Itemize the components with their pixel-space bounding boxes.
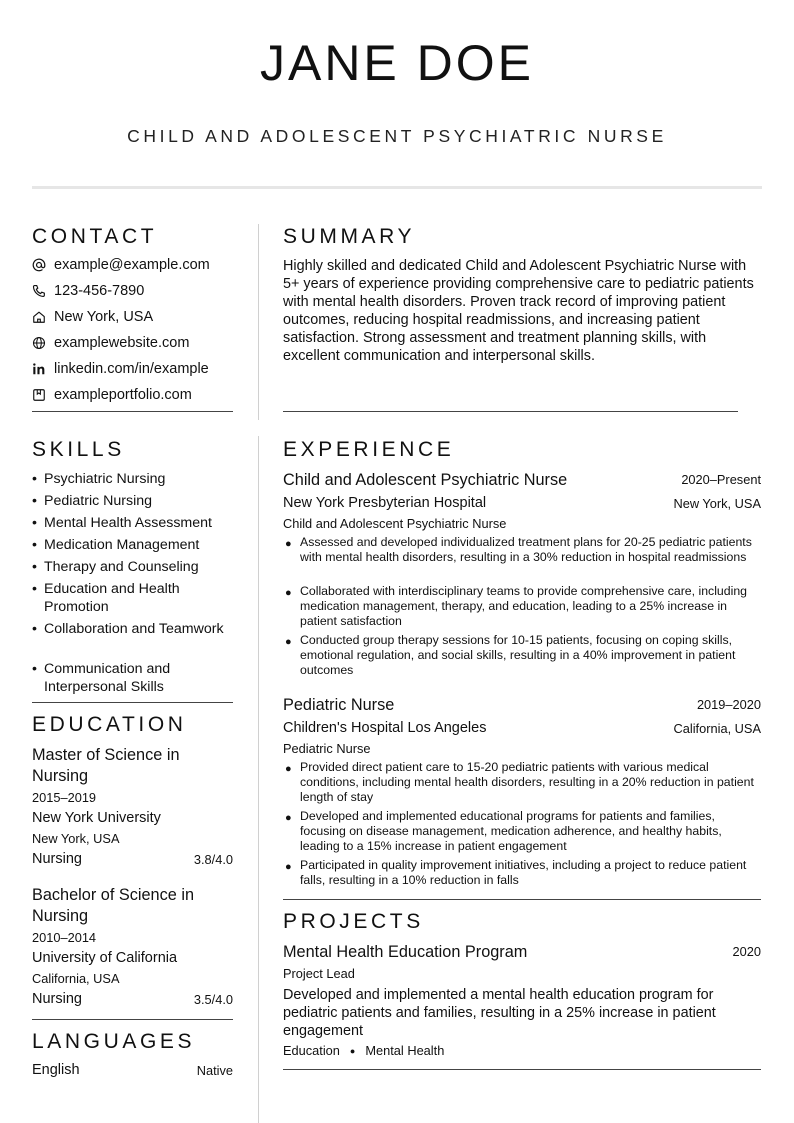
education-school: New York University [32,810,161,826]
skill-item: • Collaboration and Teamwork [32,621,224,637]
job-bullet-text: Conducted group therapy sessions for 10-15 patients, focusing on coping skills, emotional regulation, and social skills, resulting in a 40% improvement in patient outcomes [300,633,736,677]
skill-label: Pediatric Nursing [44,493,153,509]
education-gpa: 3.8/4.0 [193,852,233,867]
job-location: California, USA [673,721,761,736]
language-name: English [32,1062,80,1078]
education-school: University of California [32,950,178,966]
job-dates: 2019–2020 [696,697,761,712]
skills-divider [32,702,233,703]
contact-email-text: example@example.com [54,257,210,273]
education-field: Nursing [32,851,82,867]
skill-item: • Education and Health Promotion [32,580,232,616]
summary-divider [283,411,738,412]
contact-phone-text: 123-456-7890 [54,283,145,299]
contact-email[interactable] [32,257,210,273]
job-bullet-text: Assessed and developed individualized treatment plans for 20-25 pediatric patients with mental health disorders, resulting in a 30% reduction in hospital readmissions [300,535,752,564]
education-location: California, USA [32,971,120,986]
column-divider-top [258,224,259,420]
education-dates: 2010–2014 [32,930,97,945]
education-divider [32,1019,233,1020]
contact-portfolio-text: exampleportfolio.com [54,387,192,403]
contact-website-text: examplewebsite.com [54,335,190,351]
projects-heading: PROJECTS [283,910,424,933]
job-subtitle: Child and Adolescent Psychiatric Nurse [283,516,507,531]
projects-divider [283,1069,761,1070]
job-subtitle: Pediatric Nurse [283,741,371,756]
skill-item: • Mental Health Assessment [32,515,212,531]
contact-website[interactable] [32,335,189,351]
job-bullet: ● Collaborated with interdisciplinary teams to provide comprehensive care, including medication management, therapy, and education, leading to a 25% increase in patient satisfaction [285,584,761,629]
portfolio-icon [32,388,46,402]
skills-heading: SKILLS [32,438,125,461]
contact-linkedin[interactable] [32,361,209,377]
languages-heading: LANGUAGES [32,1030,196,1053]
project-tag: Education [283,1043,340,1058]
phone-icon [32,284,46,298]
contact-linkedin-text: linkedin.com/in/example [54,361,209,377]
contact-divider [32,411,233,412]
skill-label: Medication Management [44,537,200,553]
skill-label: Collaboration and Teamwork [44,621,224,637]
education-degree: Master of Science in Nursing [32,746,180,785]
contact-location [32,309,153,325]
project-tags [283,1043,444,1058]
job-bullet-text: Participated in quality improvement initiatives, including a project to reduce patient falls, resulting in a 10% reduction in falls [300,858,747,887]
resume-name: JANE DOE [259,35,535,91]
job-bullet: ● Participated in quality improvement initiatives, including a project to reduce patient falls, resulting in a 10% reduction in falls [285,858,761,888]
project-tag: Mental Health [365,1043,445,1058]
job-title: Pediatric Nurse [283,696,395,714]
job-bullet-text: Collaborated with interdisciplinary teams to provide comprehensive care, including medication management, therapy, and education, leading to a 25% increase in patient satisfaction [300,584,748,628]
summary-text: Highly skilled and dedicated Child and Adolescent Psychiatric Nurse with 5+ years of experience providing comprehensive care to pediatric patients with mental health disorders. Proven track record of improving patient outcomes, reducing hospital readmissions, and increasing patient satisfaction. Strong assessment and treatment planning skills, with excellent communication and interpersonal skills. [283,258,754,364]
linkedin-icon [32,362,46,376]
education-degree: Bachelor of Science in Nursing [32,886,195,925]
header-divider [32,186,762,189]
job-bullet: ● Provided direct patient care to 15-20 pediatric patients with various medical conditions, including mental health disorders, resulting in a 20% reduction in patient length of stay [285,760,761,805]
education-location: New York, USA [32,831,120,846]
skill-item: • Medication Management [32,537,200,553]
language-level: Native [196,1063,233,1078]
job-employer: New York Presbyterian Hospital [283,495,487,511]
project-year: 2020 [732,944,761,959]
experience-heading: EXPERIENCE [283,438,455,461]
experience-divider [283,899,761,900]
home-icon [32,310,46,324]
skill-label: Communication and Interpersonal Skills [44,661,171,695]
summary-heading: SUMMARY [283,225,416,248]
skill-item: • Psychiatric Nursing [32,471,166,487]
skill-label: Education and Health Promotion [44,581,180,615]
contact-portfolio[interactable] [32,387,192,403]
job-bullet-text: Developed and implemented educational programs for patients and families, focusing on disease management, medication adherence, and healthy habits, leading to a 15% increase in patient engagement [300,809,722,853]
job-dates: 2020–Present [681,472,761,487]
job-bullet-text: Provided direct patient care to 15-20 pediatric patients with various medical conditions, including mental health disorders, resulting in a 20% reduction in patient length of stay [300,760,754,804]
resume-title: CHILD AND ADOLESCENT PSYCHIATRIC NURSE [127,126,667,146]
project-description: Developed and implemented a mental health education program for pediatric patients and families, resulting in a 25% increase in patient engagement [283,987,716,1039]
job-bullet: ● Developed and implemented educational programs for patients and families, focusing on disease management, medication adherence, and healthy habits, leading to a 15% increase in patient engagement [285,809,761,854]
contact-heading: CONTACT [32,225,158,248]
education-gpa: 3.5/4.0 [193,992,233,1007]
job-employer: Children's Hospital Los Angeles [283,720,487,736]
column-divider-bottom [258,436,259,1123]
education-dates: 2015–2019 [32,790,97,805]
contact-phone[interactable] [32,283,144,299]
job-bullet: ● Assessed and developed individualized treatment plans for 20-25 pediatric patients with mental health disorders, resulting in a 30% reduction in hospital readmissions [285,535,761,565]
job-title: Child and Adolescent Psychiatric Nurse [283,471,568,489]
skill-item: • Communication and Interpersonal Skills [32,660,232,696]
tag-separator-icon: ● [349,1045,356,1056]
project-name: Mental Health Education Program [283,943,528,961]
globe-icon [32,336,46,350]
skill-label: Psychiatric Nursing [44,471,166,487]
contact-location-text: New York, USA [54,309,154,325]
project-role: Project Lead [283,966,355,981]
skill-item: • Therapy and Counseling [32,559,199,575]
job-bullet: ● Conducted group therapy sessions for 10-15 patients, focusing on coping skills, emotional regulation, and social skills, resulting in a 40% improvement in patient outcomes [285,633,761,678]
job-location: New York, USA [673,496,761,511]
education-field: Nursing [32,991,82,1007]
skill-item: • Pediatric Nursing [32,493,153,509]
skill-label: Therapy and Counseling [44,559,199,575]
at-sign-icon [32,258,46,272]
education-heading: EDUCATION [32,713,187,736]
skill-label: Mental Health Assessment [44,515,212,531]
